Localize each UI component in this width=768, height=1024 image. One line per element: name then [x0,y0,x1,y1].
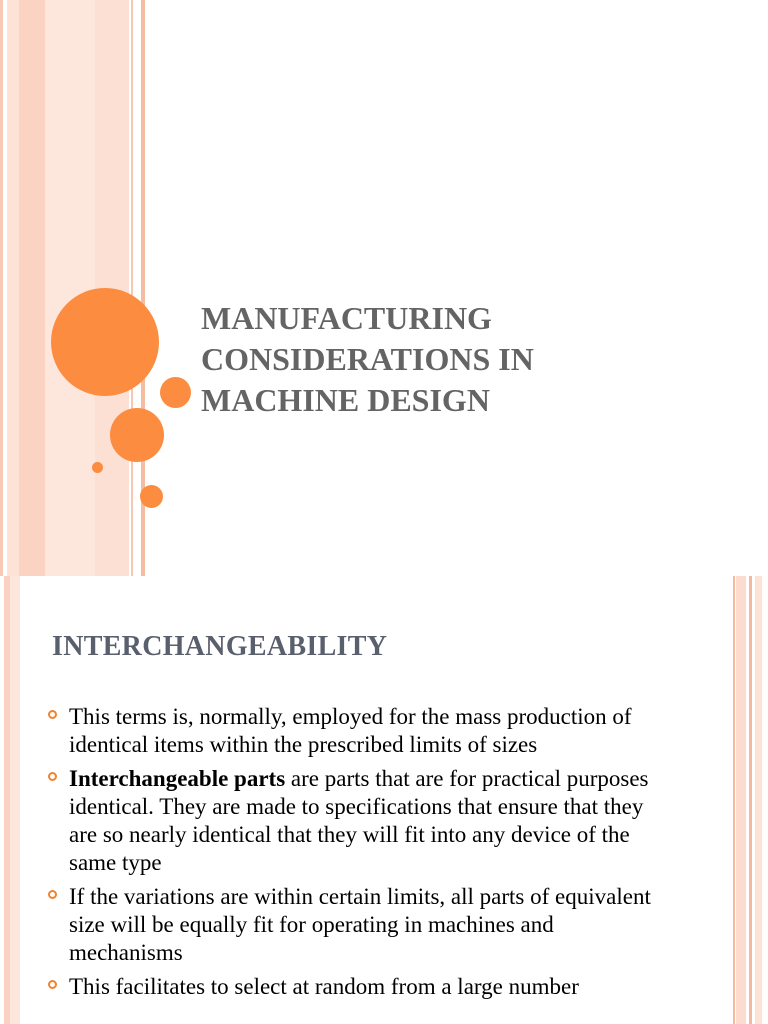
bullet-text: This terms is, normally, employed for the mass production of identical items within the prescribed limits of sizes [69,704,632,757]
decor-circle-small [160,377,191,408]
ring-bullet-icon [48,772,57,781]
decor-stripe [131,0,133,576]
bullet-text: If the variations are within certain limits, all parts of equivalent size will be equally fit for operating in machines and mechanisms [69,884,651,965]
decor-stripe [0,0,3,576]
ring-bullet-icon [48,710,57,719]
bullet-item [48,883,658,967]
bullet-list [48,703,658,1007]
decor-circle-medium [110,408,164,462]
bullet-item [48,973,658,1001]
ring-bullet-icon [48,890,57,899]
bullet-item [48,765,658,877]
decor-circle-small [140,485,163,508]
decor-stripe [749,576,752,1024]
decor-stripe [755,576,762,1024]
decor-circle-tiny [92,462,103,473]
decor-stripe [7,0,19,576]
ring-bullet-icon [48,980,57,989]
decor-stripe [45,0,95,576]
decor-stripe [733,576,735,1024]
bullet-text: are parts that are for practical purposes identical. They are made to specifications that ensure that they are so nearly identical that they will fit into any device of the same type [69,766,649,875]
slide-heading: INTERCHANGEABILITY [52,631,388,662]
decor-circle-large [51,288,159,396]
decor-stripe [736,576,746,1024]
bullet-text: This facilitates to select at random from a large number [69,974,579,999]
slide-title: MANUFACTURING CONSIDERATIONS IN MACHINE DESIGN [201,300,534,418]
decor-stripe [19,0,45,576]
decor-stripe [10,576,20,1024]
content-slide [0,576,768,1024]
bullet-item [48,703,658,759]
bullet-bold-term: Interchangeable parts [69,766,286,791]
